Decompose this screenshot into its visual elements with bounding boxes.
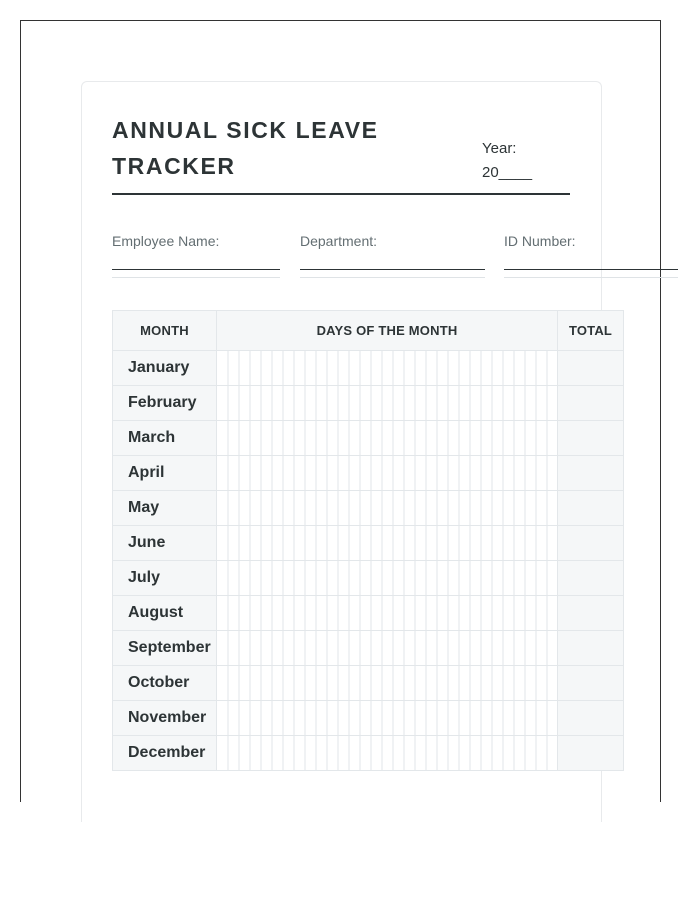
days-grid-cell[interactable] xyxy=(217,701,558,736)
days-grid-cell[interactable] xyxy=(217,526,558,561)
total-cell[interactable] xyxy=(558,386,624,421)
month-label: April xyxy=(113,456,217,491)
table-row xyxy=(113,666,624,701)
table-row xyxy=(113,386,624,421)
days-grid-cell[interactable] xyxy=(217,386,558,421)
days-column-header: DAYS OF THE MONTH xyxy=(217,311,558,351)
month-label: June xyxy=(113,526,217,561)
total-cell[interactable] xyxy=(558,526,624,561)
employee-name-label: Employee Name: xyxy=(112,233,220,249)
total-cell[interactable] xyxy=(558,596,624,631)
month-label: December xyxy=(113,736,217,771)
employee-name-underline xyxy=(112,277,280,278)
employee-name-line[interactable] xyxy=(112,269,280,270)
month-label: July xyxy=(113,561,217,596)
department-line[interactable] xyxy=(300,269,485,270)
month-label: March xyxy=(113,421,217,456)
id-number-label: ID Number: xyxy=(504,233,576,249)
month-column-header: MONTH xyxy=(113,311,217,351)
month-label: May xyxy=(113,491,217,526)
table-row xyxy=(113,631,624,666)
month-label: November xyxy=(113,701,217,736)
table-row xyxy=(113,736,624,771)
sick-leave-table xyxy=(112,310,624,771)
table-row xyxy=(113,561,624,596)
days-grid-cell[interactable] xyxy=(217,596,558,631)
days-grid-cell[interactable] xyxy=(217,666,558,701)
total-cell[interactable] xyxy=(558,456,624,491)
total-cell[interactable] xyxy=(558,631,624,666)
table-row xyxy=(113,421,624,456)
year-field xyxy=(482,137,532,185)
days-grid-cell[interactable] xyxy=(217,351,558,386)
total-cell[interactable] xyxy=(558,351,624,386)
month-label: October xyxy=(113,666,217,701)
document-title: ANNUAL SICK LEAVE TRACKER xyxy=(112,117,379,179)
table-row xyxy=(113,456,624,491)
employee-name-field[interactable] xyxy=(112,232,219,250)
table-row xyxy=(113,351,624,386)
month-label: January xyxy=(113,351,217,386)
table-body xyxy=(113,351,624,771)
total-cell[interactable] xyxy=(558,421,624,456)
table-row xyxy=(113,491,624,526)
table-row xyxy=(113,526,624,561)
table-row xyxy=(113,701,624,736)
table-header-row xyxy=(113,311,624,351)
year-value[interactable]: 20____ xyxy=(482,164,533,181)
id-number-underline xyxy=(504,277,678,278)
total-cell[interactable] xyxy=(558,491,624,526)
days-grid-cell[interactable] xyxy=(217,736,558,771)
days-grid-cell[interactable] xyxy=(217,631,558,666)
total-cell[interactable] xyxy=(558,666,624,701)
month-label: February xyxy=(113,386,217,421)
month-label: September xyxy=(113,631,217,666)
total-column-header: TOTAL xyxy=(558,311,624,351)
days-grid-cell[interactable] xyxy=(217,421,558,456)
days-grid-cell[interactable] xyxy=(217,491,558,526)
total-cell[interactable] xyxy=(558,701,624,736)
department-label: Department: xyxy=(300,233,378,249)
title-divider xyxy=(112,193,570,195)
department-underline xyxy=(300,277,485,278)
total-cell[interactable] xyxy=(558,561,624,596)
department-field[interactable] xyxy=(300,232,377,250)
month-label: August xyxy=(113,596,217,631)
total-cell[interactable] xyxy=(558,736,624,771)
year-label: Year: xyxy=(482,140,517,157)
id-number-field[interactable] xyxy=(504,232,576,250)
days-grid-cell[interactable] xyxy=(217,561,558,596)
id-number-line[interactable] xyxy=(504,269,678,270)
table-row xyxy=(113,596,624,631)
days-grid-cell[interactable] xyxy=(217,456,558,491)
